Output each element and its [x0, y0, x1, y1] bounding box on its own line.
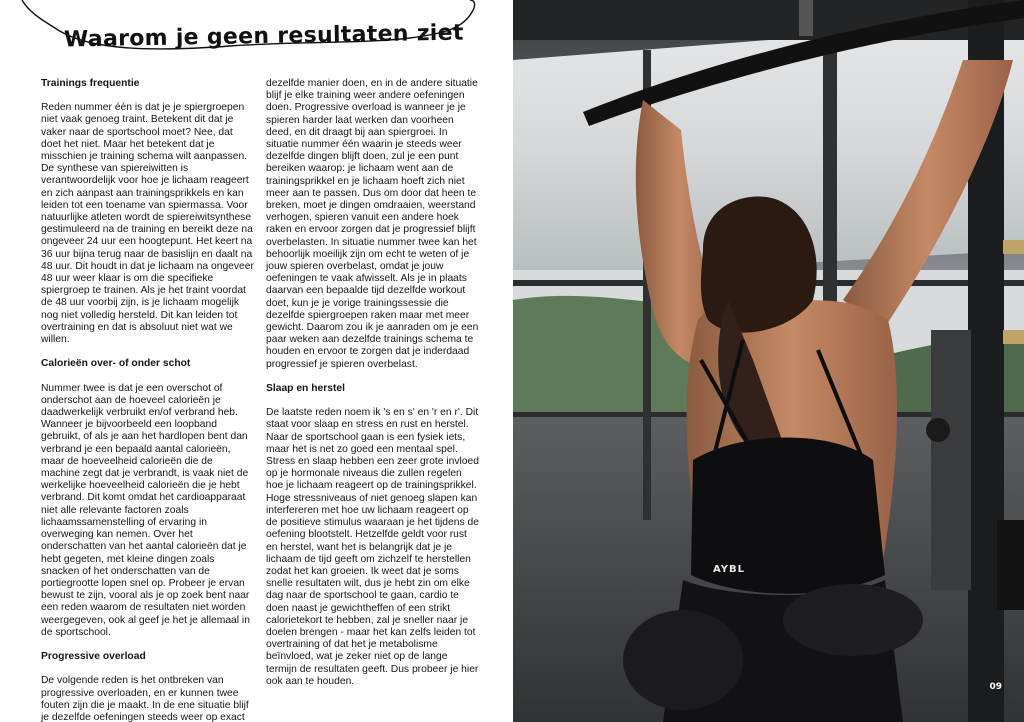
text-column-2 — [266, 78, 479, 700]
text-column-1 — [41, 78, 254, 722]
page-number: 09 — [989, 682, 1002, 692]
section-heading: Calorieën over- of onder schot — [41, 358, 191, 370]
gym-photo — [513, 0, 1024, 722]
section-paragraph: Reden nummer één is dat je je spiergroepen niet vaak genoeg traint. Betekent dit dat je vaker naar de sportschool moet? Nee, dat doet het niet. Maar het betekent dat je misschien je training schema wilt aanpassen. De synthese van spiereiwitten is verantwoordelijk voor hoe je lichaam reageert en zich aanpast aan trainingsprikkels en kan leiden tot een toename van spiermassa. Voor natuurlijke atleten wordt de spiereiwitsynthese gestimuleerd na de training en bereikt deze na ongeveer 24 uur een hoogtepunt. Het keert na 36 uur bijna terug naar de basislijn en daalt na 48 uur. Dit houdt in dat je lichaam na ongeveer 48 uur weer klaar is om die specifieke spiergroep te trainen. Als je het traint voordat de 48 uur voorbij zijn, is je lichaam mogelijk nog niet volledig hersteld. Dit kan leiden tot overtraining en dat is absoluut niet wat we willen. — [41, 102, 254, 346]
continued-paragraph: dezelfde manier doen, en in de andere situatie blijf je elke training weer andere oefeningen doen. Progressive overload is wanneer je je spieren harder laat werken dan voorheen deed, en dit draagt bij aan spiergroei. In situatie nummer één waarin je steeds weer dezelfde dingen blijft doen, zul je een punt bereiken waarop: je lichaam went aan de trainingsprikkel en je lichaam hoeft zich niet meer aan te passen. Dus om door dat heen te breken, moet je dingen omdraaien, weerstand verhogen, spieren vanuit een andere hoek raken en ervoor zorgen dat je progressief blijft overbelasten. In situatie nummer twee kan het behoorlijk moeilijk zijn om echt te weten of je jouw spieren overbelast, omdat je jouw oefeningen te vaak afwisselt. Als je in plaats daarvan een bepaalde tijd dezelfde workout doet, kun je je vorige trainingssessie die dezelfde spiergroepen raken maar met meer gewicht. Daarom zou ik je aanraden om je een paar weken aan dezelfde trainings schema te houden en ervoor te zorgen dat je inderdaad progressief je spieren overbelast. — [266, 78, 479, 370]
section-heading: Trainings frequentie — [41, 78, 140, 89]
apparel-logo-text: AYBL — [713, 564, 746, 575]
section-paragraph: De volgende reden is het ontbreken van progressive overloaden, en er kunnen twee fouten zijn die je maakt. In de ene situatie blijf je dezelfde oefeningen steeds weer op exact — [41, 675, 249, 722]
section-heading: Slaap en herstel — [266, 383, 345, 395]
section-heading: Progressive overload — [41, 651, 146, 663]
section-paragraph: De laatste reden noem ik 's en s' en 'r en r'. Dit staat voor slaap en stress en rust en herstel. Naar de sportschool gaan is een fysiek iets, maar het is net zo goed een mentaal spel. Stress en slaap hebben een zeer grote invloed op je hormonale niveaus die zullen regelen hoe je lichaam reageert op de trainingsprikkel. Hoge stressniveaus of niet genoeg slapen kan interfereren met hoe uw lichaam reageert op de positieve stimulus waaraan je het tijdens de oefening blootstelt. Hetzelfde geldt voor rust en herstel, want het is belangrijk dat je je lichaam de tijd geeft om zichzelf te herstellen zodat het kan groeien. Ik weet dat je soms snelle resultaten wilt, dus je hebt zin om elke dag naar de sportschool te gaan, cardio te doen naast je gewichtheffen of een strikt calorietekort te hebben, zal je sneller naar je doelen brengen - maar het kan zelfs leiden tot overtraining of dat het je metabolisme beïnvloed, wat je zeker niet op de lange termijn de resultaten geeft. Dus probeer je hier ook aan te houden. — [266, 407, 479, 687]
page-title: Waarom je geen resultaten ziet — [63, 20, 464, 53]
section-paragraph: Nummer twee is dat je een overschot of onderschot aan de hoeveel calorieën je daadwerkelijk verbruikt en/of verbrand heb. Wanneer je bijvoorbeeld een loopband gebruikt, of als je aan het hardlopen bent dan verbrand je een bepaald aantal calorieën, maar de hoeveelheid calorieën die de machine zegt dat je verbrandt, is vaak niet de werkelijke hoeveelheid calorieën die je hebt verbrand. Dit komt omdat het cardioapparaat niet alle relevante factoren zoals lichaamssamenstelling of ervaring in overweging kan nemen. Over het onderschatten van het aantal calorieën dat je hebt gegeten, met kleine dingen zoals snacken of het onderschatten van de portiegrootte lopen snel op. Probeer je ervan bewust te zijn, vooral als je op zoek bent naar een reden waarom de resultaten niet worden weergegeven, ook al geef je het je allemaal in de sportschool. — [41, 382, 250, 638]
photo-illustration — [513, 0, 1024, 722]
